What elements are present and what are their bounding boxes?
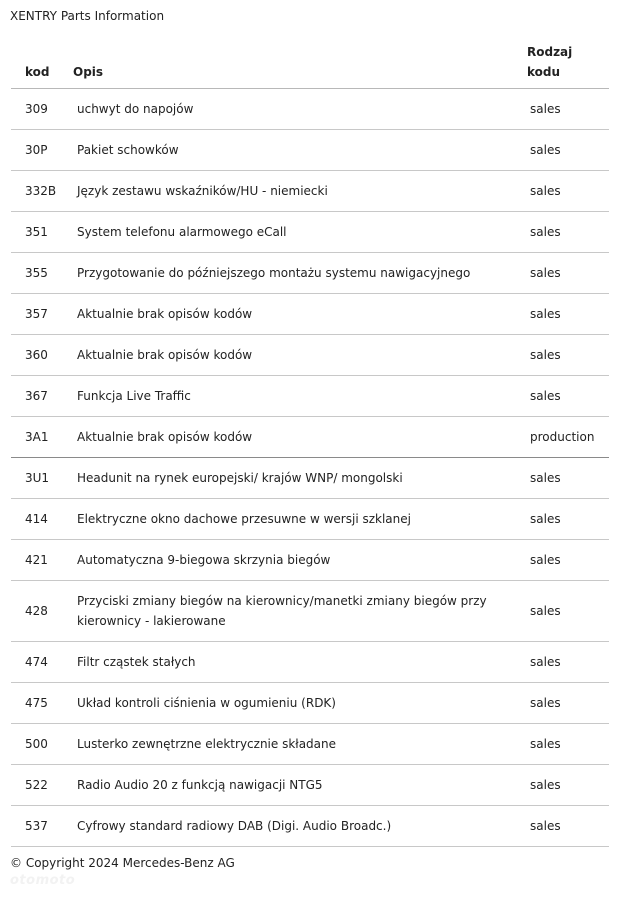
cell-type: sales: [530, 471, 561, 485]
cell-description: Funkcja Live Traffic: [77, 389, 191, 403]
cell-code: 360: [25, 348, 48, 362]
cell-description: Automatyczna 9-biegowa skrzynia biegów: [77, 553, 331, 567]
cell-description: Filtr cząstek stałych: [77, 655, 196, 669]
table-row: [11, 171, 609, 212]
cell-type: sales: [530, 737, 561, 751]
cell-type: sales: [530, 348, 561, 362]
cell-description: Język zestawu wskaźników/HU - niemiecki: [77, 184, 328, 198]
cell-code: 309: [25, 102, 48, 116]
table-row: [11, 212, 609, 253]
cell-type: sales: [530, 102, 561, 116]
cell-type: sales: [530, 266, 561, 280]
cell-description: Radio Audio 20 z funkcją nawigacji NTG5: [77, 778, 323, 792]
cell-type: sales: [530, 655, 561, 669]
table-row: [11, 294, 609, 335]
cell-code: 421: [25, 553, 48, 567]
table-row: [11, 499, 609, 540]
cell-type: sales: [530, 778, 561, 792]
parts-table: [11, 41, 609, 847]
cell-code: 332B: [25, 184, 57, 198]
copyright-text: © Copyright 2024 Mercedes-Benz AG: [10, 856, 235, 870]
cell-type: production: [530, 430, 595, 444]
cell-type: sales: [530, 604, 561, 618]
cell-code: 522: [25, 778, 48, 792]
table-row: [11, 335, 609, 376]
table-body: [11, 89, 609, 847]
cell-description: Lusterko zewnętrzne elektrycznie składane: [77, 737, 337, 751]
table-row: [11, 581, 609, 642]
cell-type: sales: [530, 696, 561, 710]
cell-type: sales: [530, 819, 561, 833]
table-row: [11, 642, 609, 683]
cell-description: Aktualnie brak opisów kodów: [77, 348, 253, 362]
cell-type: sales: [530, 143, 561, 157]
table-row: [11, 376, 609, 417]
table-row: [11, 683, 609, 724]
cell-description: uchwyt do napojów: [77, 102, 194, 116]
cell-description: Elektryczne okno dachowe przesuwne w wersji szklanej: [77, 512, 411, 526]
cell-code: 367: [25, 389, 48, 403]
cell-description: Pakiet schowków: [77, 143, 179, 157]
cell-code: 351: [25, 225, 48, 239]
cell-description: Przyciski zmiany biegów na kierownicy/manetki zmiany biegów przy kierownicy - lakierowane: [77, 594, 487, 628]
cell-code: 3A1: [25, 430, 49, 444]
cell-code: 3U1: [25, 471, 50, 485]
page-title: XENTRY Parts Information: [10, 9, 165, 23]
cell-type: sales: [530, 389, 561, 403]
cell-description: Aktualnie brak opisów kodów: [77, 307, 253, 321]
cell-description: Przygotowanie do późniejszego montażu systemu nawigacyjnego: [77, 266, 471, 280]
cell-description: Cyfrowy standard radiowy DAB (Digi. Audio Broadc.): [77, 819, 392, 833]
cell-code: 428: [25, 604, 48, 618]
table-row: [11, 89, 609, 130]
cell-type: sales: [530, 553, 561, 567]
cell-code: 414: [25, 512, 48, 526]
cell-description: System telefonu alarmowego eCall: [77, 225, 287, 239]
table-row: [11, 724, 609, 765]
table-row: [11, 458, 609, 499]
cell-code: 500: [25, 737, 48, 751]
cell-code: 30P: [25, 143, 48, 157]
table-header: [11, 41, 609, 89]
table-row: [11, 417, 609, 458]
table-row: [11, 806, 609, 847]
table-row: [11, 765, 609, 806]
cell-type: sales: [530, 225, 561, 239]
cell-type: sales: [530, 307, 561, 321]
cell-code: 474: [25, 655, 48, 669]
column-header-type: Rodzaj kodu: [527, 45, 573, 79]
cell-description: Aktualnie brak opisów kodów: [77, 430, 253, 444]
cell-description: Headunit na rynek europejski/ krajów WNP/ mongolski: [77, 471, 403, 485]
column-header-description: Opis: [73, 65, 104, 79]
cell-description: Układ kontroli ciśnienia w ogumieniu (RDK): [77, 696, 336, 710]
cell-code: 355: [25, 266, 48, 280]
column-header-code: kod: [25, 65, 50, 79]
cell-code: 475: [25, 696, 48, 710]
cell-type: sales: [530, 184, 561, 198]
table-row: [11, 540, 609, 581]
table-row: [11, 253, 609, 294]
cell-type: sales: [530, 512, 561, 526]
cell-code: 537: [25, 819, 48, 833]
table-row: [11, 130, 609, 171]
cell-code: 357: [25, 307, 48, 321]
watermark-logo: otomoto: [10, 873, 76, 888]
